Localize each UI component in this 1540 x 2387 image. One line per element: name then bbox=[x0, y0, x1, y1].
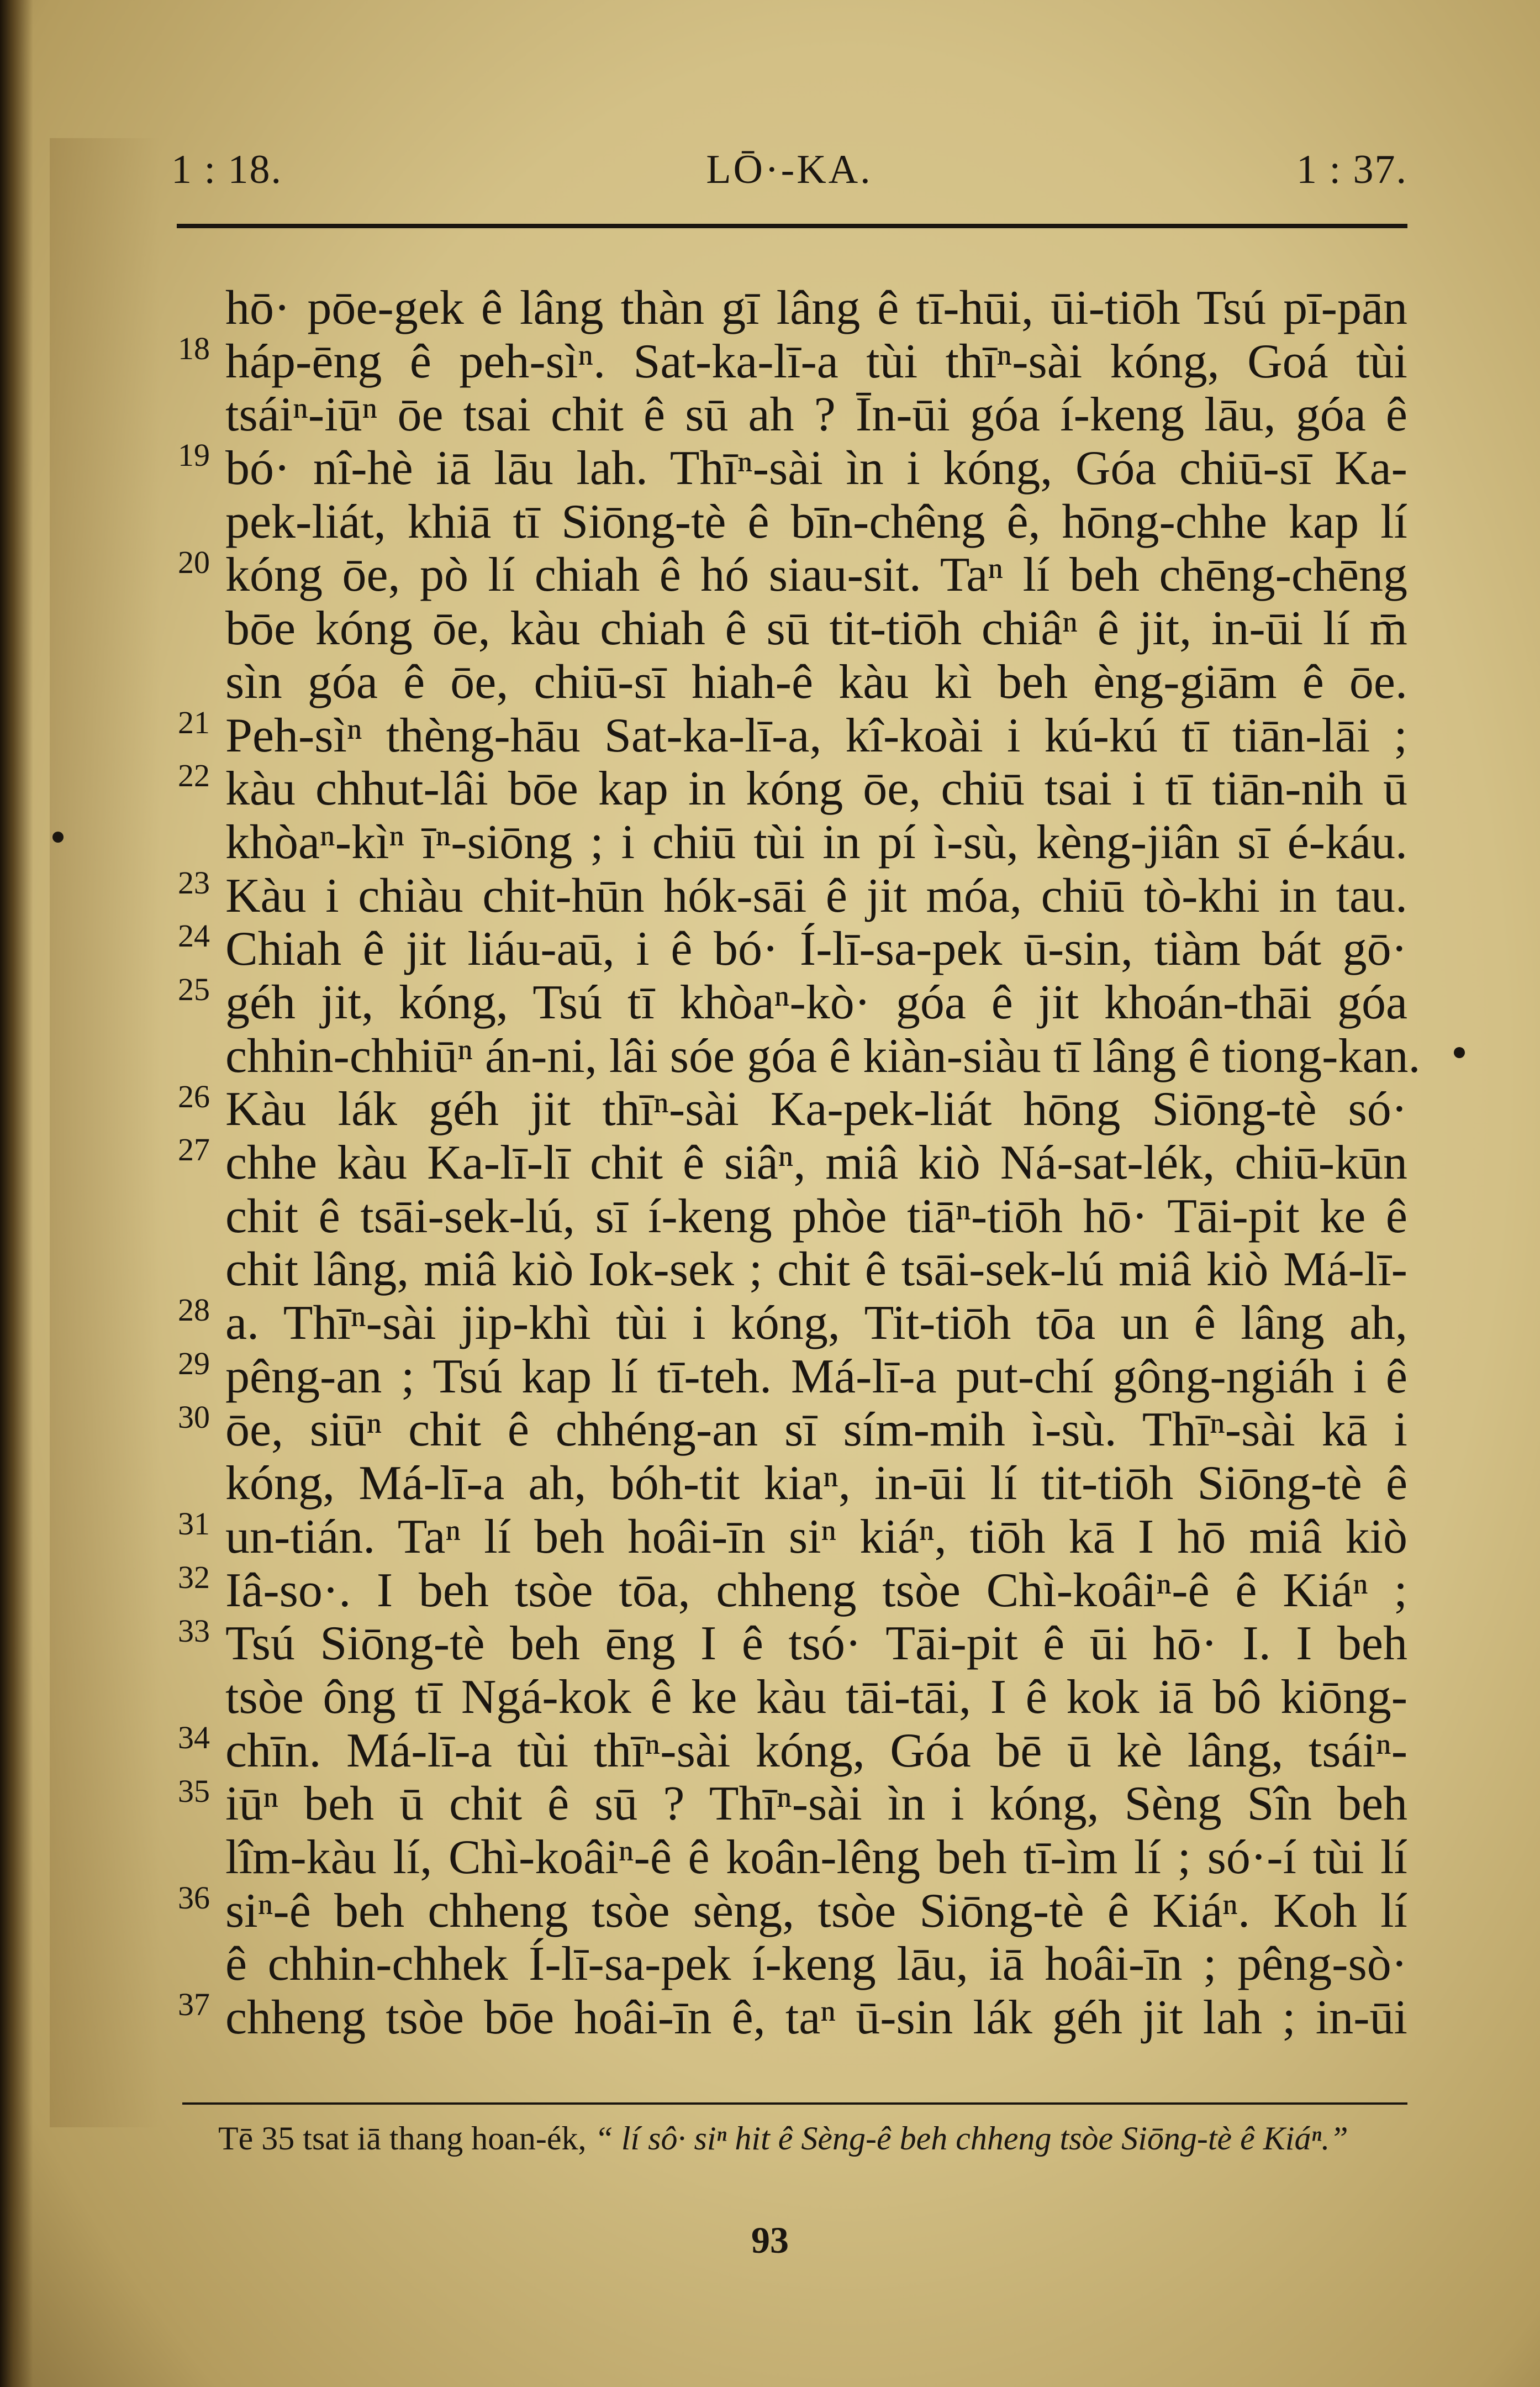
verse-number: 37 bbox=[178, 1986, 210, 2023]
verse-number: 25 bbox=[178, 971, 210, 1008]
text-line: bōe kóng ōe, kàu chiah ê sū tit-tiōh chiâⁿ ê jit, in-ūi lí m̄ bbox=[225, 602, 1407, 656]
footnote-italic-text: “ lí sô· siⁿ hit ê Sèng-ê beh chheng tsòe Siōng-tè ê Kiáⁿ.” bbox=[594, 2120, 1348, 2157]
text-line: kóng ōe, pò lí chiah ê hó siau-sit. Taⁿ lí beh chēng-chēng bbox=[225, 548, 1407, 602]
verse-number: 26 bbox=[178, 1078, 210, 1114]
header-rule bbox=[177, 224, 1407, 228]
page-number: 93 bbox=[751, 2219, 789, 2261]
text-line: géh jit, kóng, Tsú tī khòaⁿ-kò· góa ê jit khoán-thāi góa bbox=[225, 975, 1407, 1029]
verse-number: 24 bbox=[178, 918, 210, 954]
text-line: Kàu i chiàu chit-hūn hók-sāi ê jit móa, chiū tò-khi in tau. bbox=[225, 869, 1407, 923]
verse-number: 31 bbox=[178, 1506, 210, 1542]
show-through-stain bbox=[50, 138, 160, 2127]
text-line: háp-ēng ê peh-sìⁿ. Sat-ka-lī-a tùi thīⁿ-sài kóng, Goá tùi bbox=[225, 334, 1407, 388]
text-line: pek-liát, khiā tī Siōng-tè ê bīn-chêng ê, hōng-chhe kap lí bbox=[225, 495, 1407, 549]
text-line: Tsú Siōng-tè beh ēng I ê tsó· Tāi-pit ê ūi hō· I. I beh bbox=[225, 1617, 1407, 1671]
header-book-title: LŌ·-KA. bbox=[706, 147, 873, 192]
verse-number: 23 bbox=[178, 864, 210, 901]
header-left-reference: 1 : 18. bbox=[171, 147, 283, 192]
text-line: khòaⁿ-kìⁿ īⁿ-siōng ; i chiū tùi in pí ì-sù, kèng-jiân sī é-káu. bbox=[225, 815, 1407, 869]
verse-number: 34 bbox=[178, 1719, 210, 1755]
text-line: Peh-sìⁿ thèng-hāu Sat-ka-lī-a, kî-koài i kú-kú tī tiān-lāi ; bbox=[225, 708, 1407, 763]
text-line: chhe kàu Ka-lī-lī chit ê siâⁿ, miâ kiò Ná-sat-lék, chiū-kūn bbox=[225, 1136, 1407, 1190]
text-line: tsáiⁿ-iūⁿ ōe tsai chit ê sū ah ? Īn-ūi góa í-keng lāu, góa ê bbox=[225, 388, 1407, 442]
text-line: iūⁿ beh ū chit ê sū ? Thīⁿ-sài ìn i kóng, Sèng Sîn beh bbox=[225, 1777, 1407, 1831]
verse-number: 22 bbox=[178, 758, 210, 794]
verse-number: 27 bbox=[178, 1132, 210, 1168]
text-line: kóng, Má-lī-a ah, bóh-tit kiaⁿ, in-ūi lí tit-tiōh Siōng-tè ê bbox=[225, 1457, 1407, 1511]
text-line: Chiah ê jit liáu-aū, i ê bó· Í-lī-sa-pek ū-sin, tiàm bát gō· bbox=[225, 922, 1407, 976]
text-line: hō· pōe-gek ê lâng thàn gī lâng ê tī-hūi, ūi-tiōh Tsú pī-pān bbox=[225, 281, 1407, 335]
text-line: chit ê tsāi-sek-lú, sī í-keng phòe tiāⁿ-tiōh hō· Tāi-pit ke ê bbox=[225, 1189, 1407, 1243]
text-line: lîm-kàu lí, Chì-koâiⁿ-ê ê koân-lêng beh tī-ìm lí ; só·-í tùi lí bbox=[225, 1830, 1407, 1884]
verse-number: 29 bbox=[178, 1345, 210, 1381]
body-text bbox=[225, 281, 1421, 2045]
text-line: pêng-an ; Tsú kap lí tī-teh. Má-lī-a put-chí gông-ngiáh i ê bbox=[225, 1349, 1407, 1403]
text-line: Iâ-so·. I beh tsòe tōa, chheng tsòe Chì-koâiⁿ-ê ê Kiáⁿ ; bbox=[225, 1563, 1407, 1617]
footnote-text: Tē 35 tsat iā thang hoan-ék, bbox=[218, 2120, 595, 2157]
verse-number: 20 bbox=[178, 544, 210, 580]
margin-dot bbox=[1454, 1047, 1465, 1058]
margin-dot bbox=[52, 832, 64, 843]
footnote bbox=[185, 2116, 1400, 2160]
verse-number: 18 bbox=[178, 330, 210, 366]
verse-number: 33 bbox=[178, 1612, 210, 1649]
verse-number: 32 bbox=[178, 1559, 210, 1595]
text-line: Kàu lák géh jit thīⁿ-sài Ka-pek-liát hōng Siōng-tè só· bbox=[225, 1082, 1407, 1137]
text-line: sìn góa ê ōe, chiū-sī hiah-ê kàu kì beh èng-giām ê ōe. bbox=[225, 655, 1407, 709]
text-line: bó· nî-hè iā lāu lah. Thīⁿ-sài ìn i kóng, Góa chiū-sī Ka- bbox=[225, 441, 1407, 496]
text-line: chit lâng, miâ kiò Iok-sek ; chit ê tsāi-sek-lú miâ kiò Má-lī- bbox=[225, 1243, 1407, 1297]
running-header bbox=[171, 146, 1407, 207]
text-line: chheng tsòe bōe hoâi-īn ê, taⁿ ū-sin lák géh jit lah ; in-ūi bbox=[225, 1991, 1407, 2044]
footnote-rule bbox=[182, 2102, 1407, 2105]
text-line: siⁿ-ê beh chheng tsòe sèng, tsòe Siōng-tè ê Kiáⁿ. Koh lí bbox=[225, 1884, 1407, 1938]
text-line: ê chhin-chhek Í-lī-sa-pek í-keng lāu, iā hoâi-īn ; pêng-sò· bbox=[225, 1937, 1407, 1991]
text-line: chīn. Má-lī-a tùi thīⁿ-sài kóng, Góa bē ū kè lâng, tsáiⁿ- bbox=[225, 1723, 1407, 1778]
text-line: a. Thīⁿ-sài jip-khì tùi i kóng, Tit-tiōh tōa un ê lâng ah, bbox=[225, 1296, 1407, 1350]
verse-number: 35 bbox=[178, 1773, 210, 1809]
verse-number: 28 bbox=[178, 1292, 210, 1328]
text-line: kàu chhut-lâi bōe kap in kóng ōe, chiū tsai i tī tiān-nih ū bbox=[225, 762, 1407, 816]
text-line: un-tián. Taⁿ lí beh hoâi-īn siⁿ kiáⁿ, tiōh kā I hō miâ kiò bbox=[225, 1510, 1407, 1564]
binding-shadow bbox=[0, 0, 33, 2387]
verse-number: 19 bbox=[178, 437, 210, 474]
verse-number: 21 bbox=[178, 704, 210, 740]
verse-number: 36 bbox=[178, 1880, 210, 1916]
text-line: chhin-chhiūⁿ án-ni, lâi sóe góa ê kiàn-siàu tī lâng ê tiong-kan. bbox=[225, 1029, 1421, 1083]
verse-number: 30 bbox=[178, 1398, 210, 1435]
text-line: tsòe ông tī Ngá-kok ê ke kàu tāi-tāi, I ê kok iā bô kiōng- bbox=[225, 1670, 1407, 1724]
header-right-reference: 1 : 37. bbox=[1296, 147, 1407, 192]
text-line: ōe, siūⁿ chit ê chhéng-an sī sím-mih ì-sù. Thīⁿ-sài kā i bbox=[225, 1403, 1407, 1457]
